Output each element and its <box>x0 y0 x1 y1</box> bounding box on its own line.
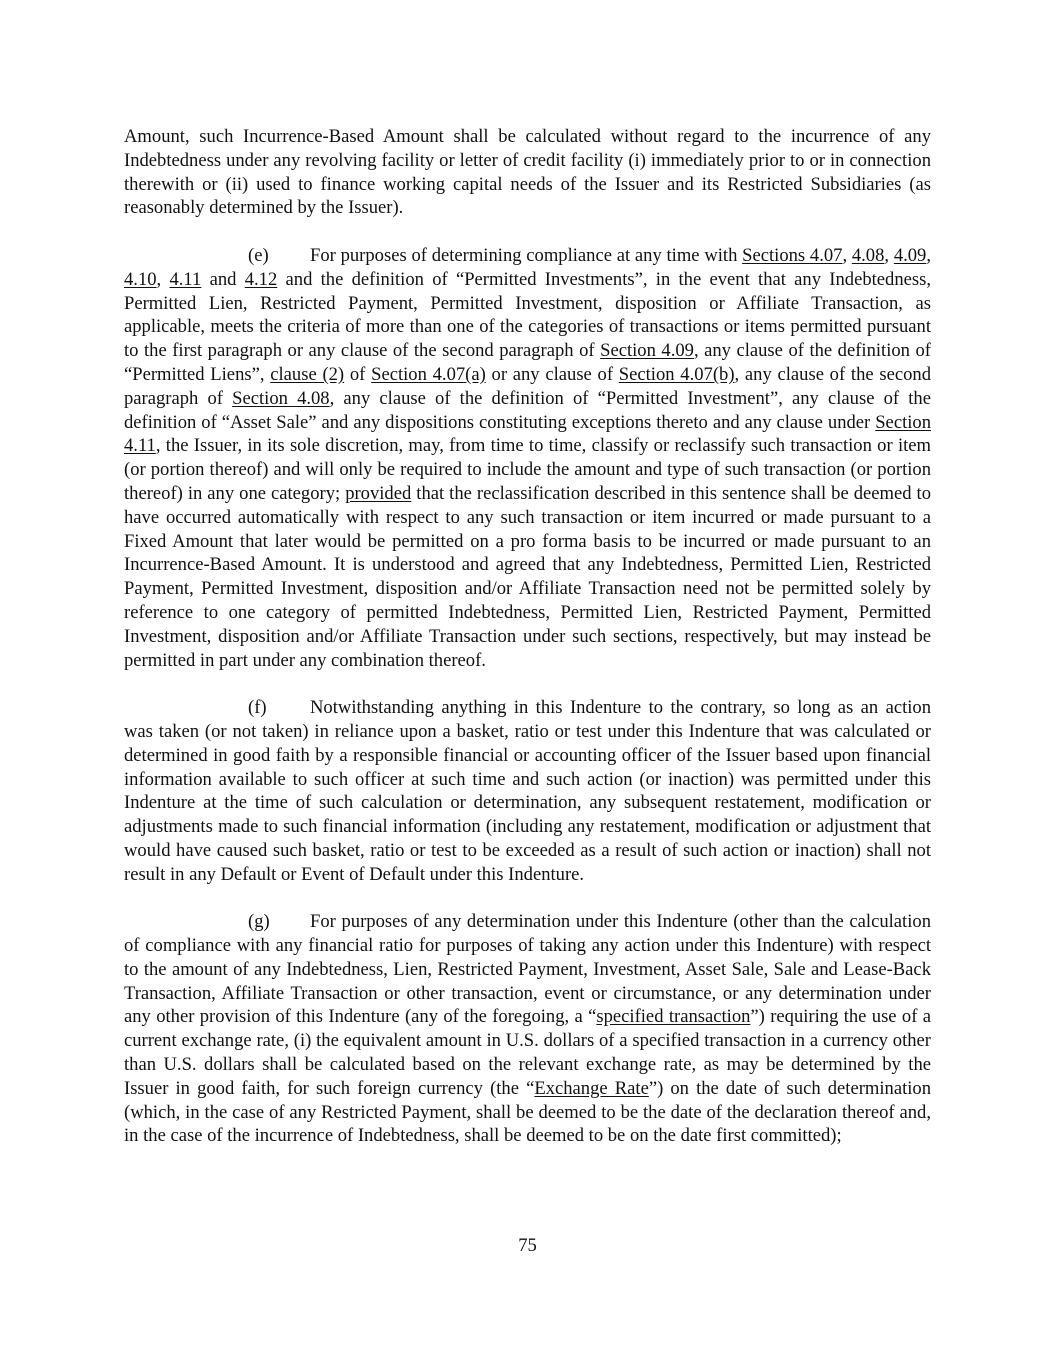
section-ref-4-08: 4.08 <box>851 244 885 266</box>
paragraph-g-marker: (g) <box>248 911 270 933</box>
paragraph-d-continued: Amount, such Incurrence-Based Amount shall be calculated without regard to the incurrence of any Indebtedness under any revolving facility or letter of credit facility (i) immediately prior to or in connection therewith or (ii) used to finance working capital needs of the Issuer and its Restricted Subsidiaries (as reasonably determined by the Issuer). <box>124 126 931 219</box>
text-span: ”) on the date of such determination (which, in the case of any Restricted Payment, shall be deemed to be the date of the declaration thereof and, in the case of the incurrence of Indebtedness, shall be deemed to be on the date first committed); <box>124 1077 931 1147</box>
paragraph-e-marker: (e) <box>248 244 269 266</box>
text-span: , <box>926 244 932 266</box>
defined-term-specified-transaction: specified transaction <box>596 1006 751 1028</box>
section-ref-4-11: 4.11 <box>169 268 202 290</box>
clause-ref-2: clause (2) <box>270 363 345 385</box>
section-ref-4-09: 4.09 <box>893 244 927 266</box>
provided-term: provided <box>345 482 412 504</box>
section-ref-4-07a: Section 4.07(a) <box>371 363 486 385</box>
text-span: , <box>156 268 170 290</box>
page-number: 75 <box>518 1235 537 1256</box>
text-span: For purposes of any determination under this Indenture (other than the calculation of compliance with any financial ratio for purposes of taking any action under this Indenture) with respect to the amount of any Indebtedness, Lien, Restricted Payment, Investment, Asset Sale, Sale and Lease-Back Transaction, Affiliate Transaction or other transaction, event or circumstance, or any determination under any other provision of this Indenture (any of the foregoing, a “ <box>124 911 931 1028</box>
text-span: and the definition of “Permitted Investments”, in the event that any Indebtedness, Permitted Lien, Restricted Payment, Permitted Investment, disposition or Affiliate Transaction, as applicable, meets the criteria of more than one of the categories of transactions or items permitted pursuant to the first paragraph or any clause of the second paragraph of <box>124 268 932 362</box>
text-span: ”) requiring the use of a current exchange rate, (i) the equivalent amount in U.S. dollars of a specified transaction in a currency other than U.S. dollars shall be calculated based on the relevant exchange rate, as may be determined by the Issuer in good faith, for such foreign currency (the “ <box>124 1006 931 1099</box>
text-span: For purposes of determining compliance at any time with <box>310 244 743 266</box>
text-span: that the reclassification described in this sentence shall be deemed to have occurred automatically with respect to any such transaction or item incurred or made pursuant to a Fixed Amount that later would be permitted on a pro forma basis to be incurred or made pursuant to an Incurrence-Based Amount. It is understood and agreed that any Indebtedness, Permitted Lien, Restricted Payment, Permitted Investment, disposition and/or Affiliate Transaction need not be permitted solely by reference to one category of permitted Indebtedness, Permitted Lien, Restricted Payment, Permitted Investment, disposition and/or Affiliate Transaction under such sections, respectively, but may instead be permitted in part under any combination thereof. <box>124 482 931 671</box>
text-span: , any clause of the second paragraph of <box>124 363 931 409</box>
document-page <box>124 125 931 1148</box>
text-span: , the Issuer, in its sole discretion, may, from time to time, classify or reclassify such transaction or item (or portion thereof) and will only be required to include the amount and type of such transaction (or portion thereof) in any one category; <box>124 435 931 504</box>
text-span: Notwithstanding anything in this Indenture to the contrary, so long as an action was taken (or not taken) in reliance upon a basket, ratio or test under this Indenture that was calculated or determined in good faith by a responsible financial or accounting officer of the Issuer based upon financial information available to such officer at such time and such action (or inaction) was permitted under this Indenture at the time of such calculation or determination, any subsequent restatement, modification or adjustments made to such financial information (including any restatement, modification or adjustment that would have caused such basket, ratio or test to be exceeded as a result of such action or inaction) shall not result in any Default or Event of Default under this Indenture. <box>124 697 931 885</box>
paragraph-g <box>124 910 931 1148</box>
text-span: , <box>842 244 852 266</box>
defined-term-exchange-rate: Exchange Rate <box>534 1077 649 1099</box>
section-ref-4-09-second: Section 4.09 <box>600 340 694 362</box>
text-span: of <box>344 363 372 385</box>
section-ref-4-11-second: Section 4.11 <box>124 411 931 457</box>
section-ref-4-12: 4.12 <box>244 268 278 290</box>
paragraph-f-marker: (f) <box>248 697 267 719</box>
section-ref-4-10: 4.10 <box>124 268 157 290</box>
section-ref-4-07b: Section 4.07(b) <box>618 363 735 385</box>
section-ref-4-07: Sections 4.07 <box>742 244 843 266</box>
text-span: , any clause of the definition of “Permitted Liens”, <box>124 340 931 385</box>
paragraph-f <box>124 696 931 886</box>
text-span: or any clause of <box>485 363 619 385</box>
text-span: and <box>201 268 245 290</box>
text-span: , any clause of the definition of “Permitted Investment”, any clause of the definition of “Asset Sale” and any dispositions constituting exceptions thereto and any clause under <box>124 387 931 433</box>
text-span: , <box>884 244 894 266</box>
paragraph-e <box>124 244 931 672</box>
section-ref-4-08-second: Section 4.08 <box>232 387 330 409</box>
